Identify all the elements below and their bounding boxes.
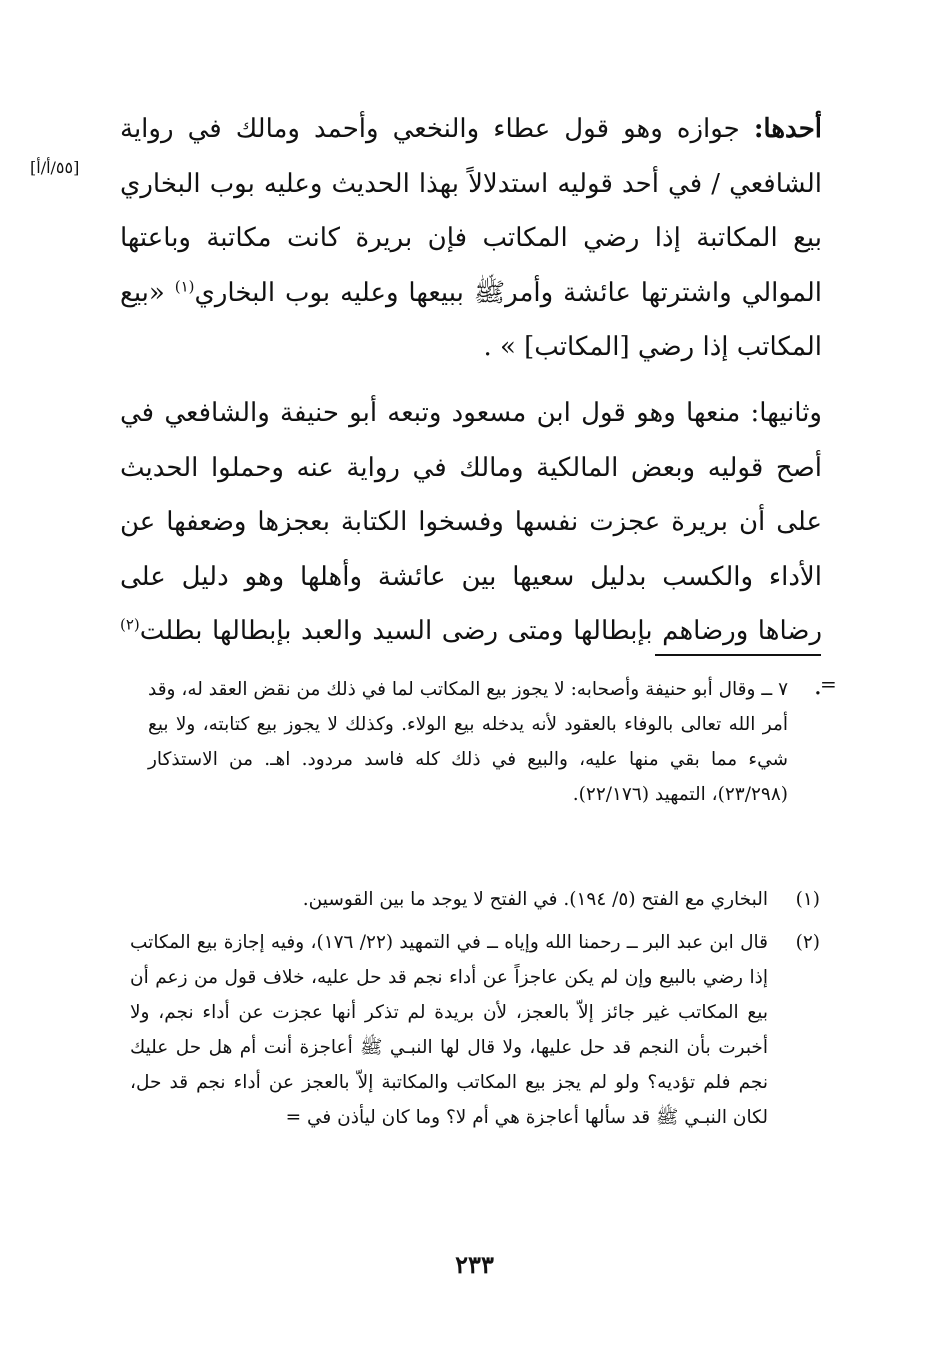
footnote-text: قال ابن عبد البر ــ رحمنا الله وإياه ــ في التمهيد (٢٢/ ١٧٦)، وفيه إجازة بيع المكاتب إذا رضي بالبيع وإن لم يكن عاجزاً عن أداء نجم قد حل عليه، خلاف قول من زعم أن بيع المكاتب غير جائز إلاّ بالعجز، لأن بريدة لم تذكر أنها عجزت عن أداء نجم، ولا أخبرت بأن النجم قد حل عليها، ولا قال لها النبـي ﷺ أعاجزة أنت أم هل حل عليك نجم فلم تؤديه؟ ولو لم يجز بيع المكاتب والمكاتبة إلاّ بالعجز عن أداء نجم قد حل، لكان النبـي ﷺ قد سألها أعاجزة هي أم لا؟ وما كان ليأذن في = — [130, 932, 768, 1128]
footnote-text: البخاري مع الفتح (٥/ ١٩٤). في الفتح لا يوجد ما بين القوسين. — [302, 889, 768, 910]
footnote-1 — [130, 882, 820, 917]
paragraph-first-opinion — [120, 102, 822, 375]
paragraph-lead: أحدها: — [753, 114, 822, 144]
footnote-ref[interactable]: (١) — [174, 276, 195, 295]
footnote-number: (١) — [795, 889, 820, 910]
margin-manuscript-ref: [٥٥/أ/أ] — [30, 158, 80, 177]
footnote-ref[interactable]: (٢) — [120, 615, 140, 634]
footnote-2 — [130, 925, 820, 1135]
paragraph-text-tail: . — [813, 670, 822, 701]
continuation-mark: = — [820, 672, 837, 696]
footnote-separator — [655, 654, 821, 656]
paragraph-text: وثانيها: منعها وهو قول ابن مسعود وتبعه أبو حنيفة والشافعي في أصح قوليه وبعض المالكية ومالك في رواية عنه وحملوا الحديث على أن بريرة عجزت نفسها وفسخوا الكتابة بعجزها وضعفها عن الأداء والكسب بدليل سعيها بين عائشة وأهلها وهو دليل على رضاها ورضاهم بإبطالها ومتى رضى السيد والعبد بإبطالها بطلت — [120, 398, 823, 646]
page-number: ٢٣٣ — [455, 1250, 494, 1279]
paragraph-text: جوازه وهو قول عطاء والنخعي وأحمد ومالك في رواية الشافعي / في أحد قوليه استدلالاً بهذا الحديث وعليه بوب البخاري بيع المكاتبة إذا رضي المكاتب فإن بريرة كانت مكاتبة وباعتها الموالي واشترتها عائشة وأمرﷺ ببيعها وعليه بوب البخاري — [120, 114, 822, 308]
footnote-number: (٢) — [795, 932, 820, 953]
paragraph-second-opinion — [120, 386, 822, 713]
footnote-continuation: ٧ ــ وقال أبو حنيفة وأصحابه: لا يجوز بيع المكاتب لما في ذلك من نقض العقد له، وقد أمر الله تعالى بالوفاء بالعقود لأنه يدخله بيع الولاء. وكذلك لا يجوز بيع كتابته، ولا بيع شيء مما بقي منها عليه، والبيع في ذلك كله فاسد مردود. اهـ. من الاستذكار (٢٣/٢٩٨)، التمهيد (٢٢/١٧٦). — [148, 679, 788, 805]
paragraph-text-tail: «بيع المكاتب إذا رضي [المكاتب] » . — [120, 277, 822, 362]
